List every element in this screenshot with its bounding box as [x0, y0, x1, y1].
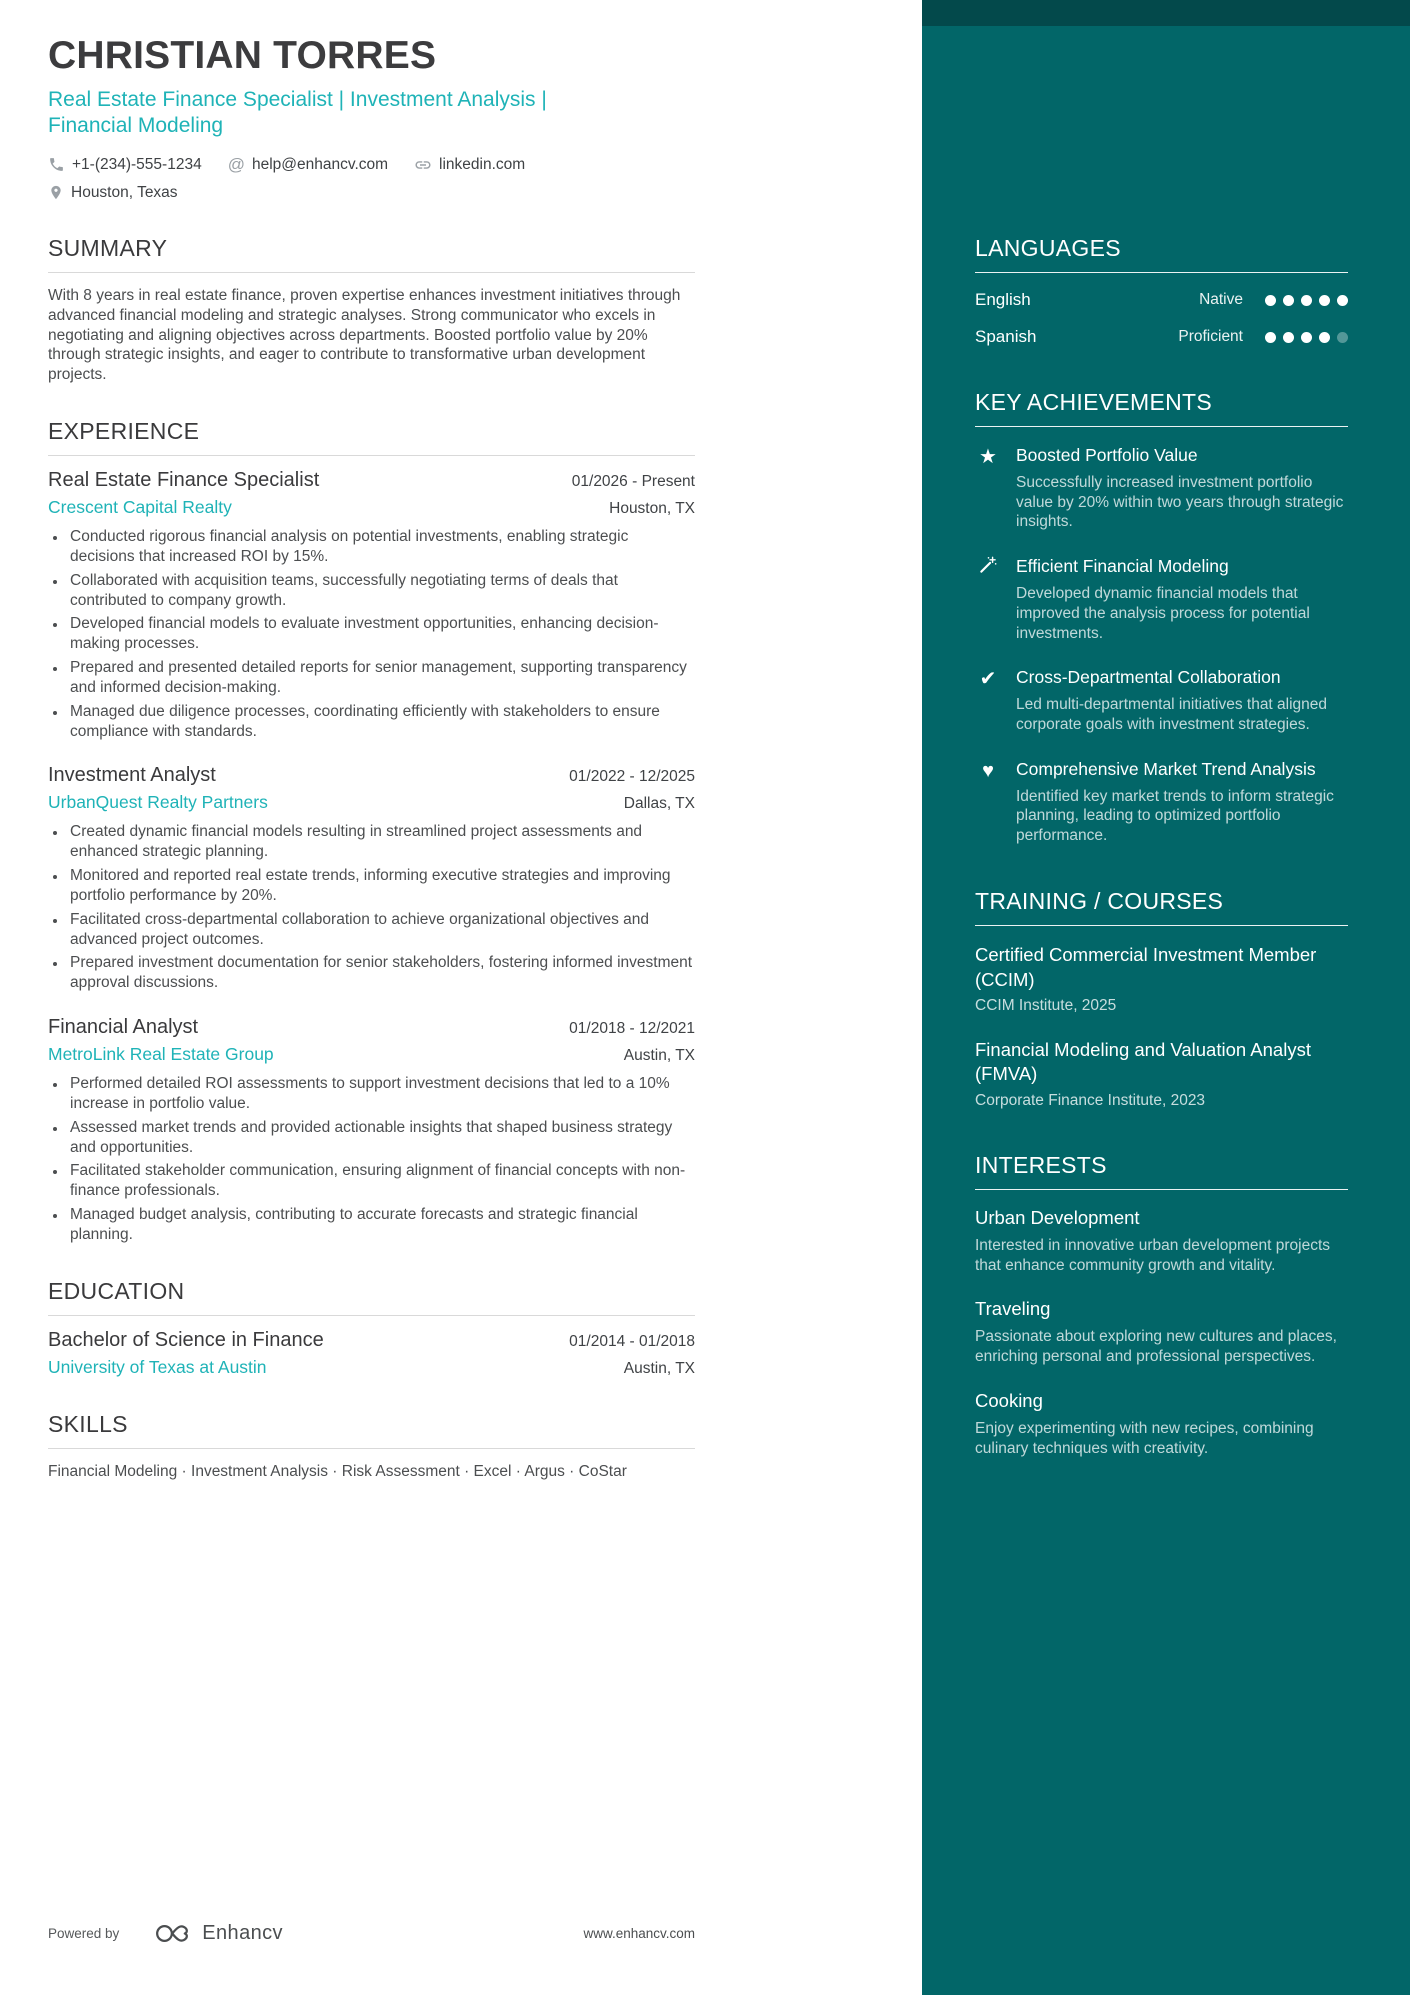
course-org: CCIM Institute, 2025: [975, 996, 1117, 1014]
job-company: MetroLink Real Estate Group: [48, 1044, 274, 1065]
education-entry: [48, 1329, 695, 1378]
job-bullet: • Performed detailed ROI assessments to support investment decisions that led to a 10% increase in portfolio value.: [67, 1074, 695, 1114]
school-name: University of Texas at Austin: [48, 1356, 267, 1377]
achievements-heading: KEY ACHIEVEMENTS: [975, 389, 1213, 415]
languages-heading: LANGUAGES: [975, 235, 1121, 261]
training-heading: TRAINING / COURSES: [975, 888, 1224, 915]
candidate-name: CHRISTIAN TORRES: [48, 34, 437, 77]
job-bullet: • Facilitated stakeholder communication, ensuring alignment of financial concepts with non-finance professionals.: [67, 1161, 695, 1201]
candidate-title-line1: Real Estate Finance Specialist | Investment Analysis |: [48, 87, 547, 111]
interest-item: [975, 1207, 1348, 1276]
education-location: Austin, TX: [623, 1359, 695, 1377]
job-entry: [48, 469, 695, 741]
course-item: [975, 943, 1348, 1015]
level-dot: [1265, 332, 1276, 343]
sidebar: [922, 0, 1410, 1995]
job-entry: [48, 764, 695, 993]
level-dot: [1319, 295, 1330, 306]
course-org: Corporate Finance Institute, 2023: [975, 1091, 1206, 1109]
experience-heading: EXPERIENCE: [48, 418, 200, 445]
language-row: [975, 327, 1348, 347]
powered-by-label: Powered by: [48, 1926, 120, 1941]
job-title: Financial Analyst: [48, 1016, 199, 1039]
section-divider: [975, 1189, 1348, 1190]
at-icon: @: [227, 154, 245, 174]
language-level: Proficient: [1178, 328, 1243, 345]
job-bullets: [48, 822, 695, 993]
achievement-title: Comprehensive Market Trend Analysis: [1016, 758, 1316, 779]
contact-row-2: [48, 184, 695, 202]
section-divider: [975, 272, 1348, 273]
interests-heading: INTERESTS: [975, 1151, 1107, 1178]
level-dot: [1283, 295, 1294, 306]
job-location: Houston, TX: [609, 500, 695, 518]
level-dot: [1337, 295, 1348, 306]
course-item: [975, 1038, 1348, 1110]
job-bullet: • Assessed market trends and provided actionable insights that shaped business strategy and opportunities.: [67, 1118, 695, 1158]
level-dot: [1319, 332, 1330, 343]
job-bullet: • Prepared and presented detailed reports for senior management, supporting transparency and informed decision-making.: [67, 658, 695, 698]
footer-url[interactable]: www.enhancv.com: [583, 1926, 695, 1941]
contact-phone: [48, 156, 202, 174]
language-name: Spanish: [975, 327, 1037, 346]
job-bullet: • Prepared investment documentation for senior stakeholders, fostering informed investment approval discussions.: [67, 953, 695, 993]
link-icon: [414, 156, 432, 174]
level-dot: [1301, 332, 1312, 343]
achievement-item: [975, 758, 1348, 846]
achievements-section: [975, 389, 1348, 846]
achievement-text: Developed dynamic financial models that improved the analysis process for potential investments.: [1016, 584, 1310, 642]
resume-header: [48, 34, 695, 202]
achievement-item: [975, 555, 1348, 643]
checkmark-icon: ✔: [979, 668, 997, 691]
candidate-title-line2: Financial Modeling: [48, 114, 224, 138]
job-bullet: • Managed budget analysis, contributing to accurate forecasts and strategic financial planning.: [67, 1205, 695, 1245]
achievement-item: [975, 444, 1348, 532]
contact-block: [48, 155, 695, 202]
interest-title: Cooking: [975, 1390, 1043, 1412]
skills-heading: SKILLS: [48, 1410, 128, 1437]
course-title: Certified Commercial Investment Member (CCIM): [975, 944, 1317, 990]
skills-section: [48, 1411, 695, 1482]
contact-email-value: help@enhancv.com: [251, 155, 389, 173]
brand-name: Enhancv: [202, 1922, 283, 1944]
job-dates: 01/2022 - 12/2025: [569, 768, 695, 786]
achievement-text: Led multi-departmental initiatives that aligned corporate goals with investment strategies.: [1016, 696, 1328, 734]
enhancv-logo-mark: [155, 1923, 193, 1944]
education-heading: EDUCATION: [48, 1277, 185, 1304]
job-bullet: • Collaborated with acquisition teams, successfully negotiating terms of deals that contributed to company growth.: [67, 571, 695, 611]
course-title: Financial Modeling and Valuation Analyst (FMVA): [975, 1038, 1311, 1085]
section-divider: [975, 925, 1348, 926]
job-title: Real Estate Finance Specialist: [48, 469, 320, 492]
job-company: Crescent Capital Realty: [48, 497, 232, 518]
job-bullet: • Conducted rigorous financial analysis on potential investments, enabling strategic decisions that increased ROI by 15%.: [67, 527, 695, 567]
section-divider: [48, 1448, 695, 1449]
contact-location-value: Houston, Texas: [71, 183, 178, 201]
job-company: UrbanQuest Realty Partners: [48, 792, 268, 813]
skills-list: Financial Modeling · Investment Analysis · Risk Assessment · Excel · Argus · CoStar: [48, 1462, 627, 1480]
job-dates: 01/2018 - 12/2021: [569, 1020, 695, 1038]
job-bullet: • Managed due diligence processes, coordinating efficiently with stakeholders to ensure compliance with standards.: [67, 702, 695, 742]
candidate-title: [48, 87, 695, 140]
interests-section: [975, 1152, 1348, 1459]
job-bullet: • Developed financial models to evaluate investment opportunities, enhancing decision-making processes.: [67, 614, 695, 654]
contact-linkedin[interactable]: [414, 156, 525, 174]
contact-phone-value: +1-(234)-555-1234: [72, 155, 202, 173]
language-level-dots: [1265, 332, 1348, 343]
interest-text: Passionate about exploring new cultures and places, enriching personal and professional perspectives.: [975, 1328, 1337, 1366]
degree-title: Bachelor of Science in Finance: [48, 1328, 324, 1351]
job-bullets: [48, 1074, 695, 1245]
interest-title: Traveling: [975, 1298, 1051, 1320]
language-level: Native: [1199, 291, 1243, 308]
job-location: Dallas, TX: [623, 795, 695, 813]
job-bullet: • Created dynamic financial models resulting in streamlined project assessments and enhanced strategic planning.: [67, 822, 695, 862]
star-icon: ★: [979, 446, 997, 468]
summary-heading: SUMMARY: [48, 234, 168, 261]
level-dot: [1301, 295, 1312, 306]
job-title: Investment Analyst: [48, 764, 216, 787]
job-bullet: • Facilitated cross-departmental collaboration to achieve organizational objectives and advanced project outcomes.: [67, 910, 695, 950]
achievement-text: Identified key market trends to inform strategic planning, leading to optimized portfolio performance.: [1016, 787, 1334, 845]
language-name: English: [975, 290, 1031, 309]
training-section: [975, 888, 1348, 1110]
job-location: Austin, TX: [623, 1047, 695, 1065]
languages-section: [975, 235, 1348, 347]
section-divider: [975, 426, 1348, 427]
experience-section: [48, 418, 695, 1245]
job-dates: 01/2026 - Present: [571, 473, 695, 491]
interest-item: [975, 1298, 1348, 1367]
footer: [48, 1922, 695, 1945]
level-dot: [1337, 332, 1348, 343]
achievement-text: Successfully increased investment portfolio value by 20% within two years through strategic insights.: [1016, 473, 1344, 531]
interest-text: Enjoy experimenting with new recipes, combining culinary techniques with creativity.: [975, 1420, 1314, 1457]
achievement-item: [975, 666, 1348, 734]
level-dot: [1283, 332, 1294, 343]
language-level-dots: [1265, 295, 1348, 306]
level-dot: [1265, 295, 1276, 306]
interest-title: Urban Development: [975, 1206, 1140, 1228]
interest-text: Interested in innovative urban development projects that enhance community growth and vitality.: [975, 1236, 1330, 1274]
location-pin-icon: [48, 184, 64, 201]
enhancv-logo: [155, 1922, 283, 1945]
education-section: [48, 1278, 695, 1378]
summary-section: [48, 235, 695, 385]
contact-row-1: [48, 155, 695, 175]
job-bullets: [48, 527, 695, 741]
contact-linkedin-value: linkedin.com: [439, 155, 526, 173]
achievement-title: Cross-Departmental Collaboration: [1016, 667, 1281, 688]
achievement-title: Efficient Financial Modeling: [1016, 556, 1229, 577]
magic-wand-icon: [975, 555, 1001, 643]
contact-email[interactable]: [228, 155, 388, 175]
heart-icon: ♥: [982, 759, 994, 782]
language-row: [975, 290, 1348, 310]
summary-text: With 8 years in real estate finance, proven expertise enhances investment initiatives through advanced financial modeling and strategic analyses. Strong communicator who excels in negotiating and aligning objectives across departments. Boosted portfolio value by 20% through strategic insights, and eager to contribute to transformative urban development projects.: [48, 286, 681, 384]
phone-icon: [48, 156, 65, 173]
section-divider: [48, 1315, 695, 1316]
section-divider: [48, 455, 695, 456]
education-dates: 01/2014 - 01/2018: [569, 1332, 695, 1350]
achievement-title: Boosted Portfolio Value: [1016, 445, 1198, 465]
contact-location: [48, 184, 178, 202]
sidebar-top-band: [922, 0, 1410, 26]
section-divider: [48, 272, 695, 273]
job-entry: [48, 1016, 695, 1245]
job-bullet: • Monitored and reported real estate trends, informing executive strategies and improving portfolio performance by 20%.: [67, 866, 695, 906]
interest-item: [975, 1390, 1348, 1459]
